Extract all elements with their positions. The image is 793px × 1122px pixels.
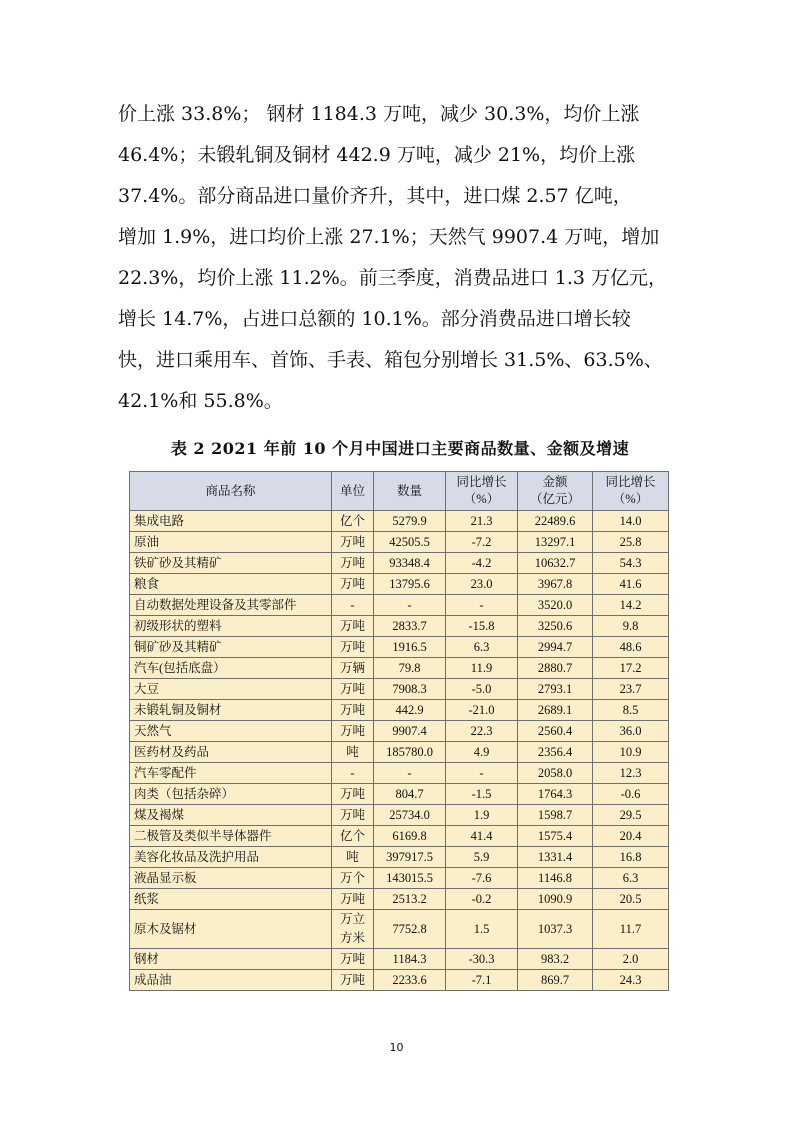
- paragraph-line: 快，进口乘用车、首饰、手表、箱包分别增长 31.5%、63.5%、: [118, 349, 663, 371]
- cell-unit: 万吨: [332, 889, 374, 910]
- page-number: 10: [389, 1041, 404, 1054]
- cell-amount-growth: 10.9: [593, 742, 669, 763]
- cell-amount: 1037.3: [518, 910, 593, 949]
- cell-amount-growth: 24.3: [593, 970, 669, 991]
- cell-amount: 13297.1: [518, 532, 593, 553]
- import-commodities-table: [129, 471, 669, 991]
- cell-amount-growth: 6.3: [593, 868, 669, 889]
- cell-amount-growth: 29.5: [593, 805, 669, 826]
- cell-amount: 1598.7: [518, 805, 593, 826]
- cell-name: 肉类（包括杂碎）: [130, 784, 332, 805]
- cell-amount: 1146.8: [518, 868, 593, 889]
- cell-quantity-growth: -15.8: [446, 616, 518, 637]
- cell-unit: 亿个: [332, 511, 374, 532]
- cell-name: 汽车(包括底盘）: [130, 658, 332, 679]
- cell-unit: 万吨: [332, 784, 374, 805]
- table-row: [130, 784, 669, 805]
- cell-amount: 869.7: [518, 970, 593, 991]
- table-row: [130, 658, 669, 679]
- cell-name: 大豆: [130, 679, 332, 700]
- cell-quantity: 2833.7: [374, 616, 446, 637]
- cell-name: 铜矿砂及其精矿: [130, 637, 332, 658]
- cell-unit: 万个: [332, 868, 374, 889]
- cell-amount-growth: 23.7: [593, 679, 669, 700]
- cell-amount-growth: 14.2: [593, 595, 669, 616]
- cell-unit: 万吨: [332, 574, 374, 595]
- table-row: [130, 637, 669, 658]
- cell-quantity-growth: -0.2: [446, 889, 518, 910]
- cell-amount-growth: 54.3: [593, 553, 669, 574]
- cell-name: 二极管及类似半导体器件: [130, 826, 332, 847]
- cell-amount: 10632.7: [518, 553, 593, 574]
- cell-amount-growth: 20.5: [593, 889, 669, 910]
- cell-unit: 万吨: [332, 532, 374, 553]
- cell-unit: 万吨: [332, 970, 374, 991]
- cell-unit: 万吨: [332, 805, 374, 826]
- cell-quantity-growth: 41.4: [446, 826, 518, 847]
- cell-quantity-growth: 5.9: [446, 847, 518, 868]
- table-row: [130, 949, 669, 970]
- cell-quantity: 1916.5: [374, 637, 446, 658]
- cell-name: 集成电路: [130, 511, 332, 532]
- cell-amount: 1575.4: [518, 826, 593, 847]
- cell-amount-growth: 20.4: [593, 826, 669, 847]
- cell-quantity: 93348.4: [374, 553, 446, 574]
- cell-quantity-growth: -5.0: [446, 679, 518, 700]
- cell-amount-growth: 14.0: [593, 511, 669, 532]
- paragraph-line: 42.1%和 55.8%。: [118, 390, 283, 412]
- cell-amount-growth: 41.6: [593, 574, 669, 595]
- cell-amount: 2560.4: [518, 721, 593, 742]
- cell-amount: 3967.8: [518, 574, 593, 595]
- cell-quantity-growth: 21.3: [446, 511, 518, 532]
- cell-name: 液晶显示板: [130, 868, 332, 889]
- table-row: [130, 616, 669, 637]
- cell-quantity-growth: -1.5: [446, 784, 518, 805]
- cell-amount: 2689.1: [518, 700, 593, 721]
- cell-amount: 1331.4: [518, 847, 593, 868]
- cell-quantity: 1184.3: [374, 949, 446, 970]
- cell-quantity: 397917.5: [374, 847, 446, 868]
- cell-name: 钢材: [130, 949, 332, 970]
- table-row: [130, 721, 669, 742]
- table-row: [130, 742, 669, 763]
- table-header-row: [130, 472, 669, 511]
- cell-unit: 万吨: [332, 721, 374, 742]
- cell-name: 医药材及药品: [130, 742, 332, 763]
- table-row: [130, 763, 669, 784]
- table-row: [130, 847, 669, 868]
- cell-unit: 万辆: [332, 658, 374, 679]
- cell-unit: 吨: [332, 847, 374, 868]
- cell-amount: 2880.7: [518, 658, 593, 679]
- cell-quantity: 2513.2: [374, 889, 446, 910]
- header-name: 商品名称: [130, 472, 332, 511]
- cell-quantity-growth: 11.9: [446, 658, 518, 679]
- cell-name: 自动数据处理设备及其零部件: [130, 595, 332, 616]
- cell-quantity: 804.7: [374, 784, 446, 805]
- paragraph-line: 增长 14.7%，占进口总额的 10.1%。部分消费品进口增长较: [118, 308, 631, 330]
- cell-quantity-growth: 6.3: [446, 637, 518, 658]
- cell-quantity-growth: -30.3: [446, 949, 518, 970]
- table-row: [130, 889, 669, 910]
- cell-name: 原木及锯材: [130, 910, 332, 949]
- cell-quantity-growth: 1.5: [446, 910, 518, 949]
- cell-unit: -: [332, 763, 374, 784]
- cell-quantity-growth: 1.9: [446, 805, 518, 826]
- cell-quantity: -: [374, 763, 446, 784]
- cell-quantity: 185780.0: [374, 742, 446, 763]
- cell-unit: 吨: [332, 742, 374, 763]
- cell-name: 成品油: [130, 970, 332, 991]
- cell-name: 粮食: [130, 574, 332, 595]
- cell-unit: 万吨: [332, 553, 374, 574]
- cell-name: 煤及褐煤: [130, 805, 332, 826]
- cell-amount-growth: 2.0: [593, 949, 669, 970]
- cell-amount: 3250.6: [518, 616, 593, 637]
- paragraph-line: 22.3%，均价上涨 11.2%。前三季度，消费品进口 1.3 万亿元，: [118, 267, 668, 289]
- table-row: [130, 868, 669, 889]
- table-row: [130, 970, 669, 991]
- cell-quantity: 42505.5: [374, 532, 446, 553]
- cell-amount-growth: 25.8: [593, 532, 669, 553]
- cell-amount: 983.2: [518, 949, 593, 970]
- header-quantity-growth-line1: 同比增长: [456, 475, 507, 489]
- header-quantity: 数量: [374, 472, 446, 511]
- cell-quantity: 79.8: [374, 658, 446, 679]
- header-quantity-growth: [446, 472, 518, 511]
- header-quantity-growth-line2: （%）: [463, 492, 500, 506]
- cell-amount-growth: 8.5: [593, 700, 669, 721]
- table-row: [130, 679, 669, 700]
- paragraph-line: 增加 1.9%，进口均价上涨 27.1%；天然气 9907.4 万吨，增加: [118, 226, 660, 248]
- cell-quantity: 143015.5: [374, 868, 446, 889]
- cell-quantity-growth: -7.2: [446, 532, 518, 553]
- cell-unit: [332, 910, 374, 949]
- cell-amount: 2356.4: [518, 742, 593, 763]
- header-amount-growth: [593, 472, 669, 511]
- cell-amount: 22489.6: [518, 511, 593, 532]
- cell-unit: 万吨: [332, 616, 374, 637]
- cell-quantity: 7752.8: [374, 910, 446, 949]
- cell-amount-growth: 16.8: [593, 847, 669, 868]
- cell-amount-growth: -0.6: [593, 784, 669, 805]
- cell-quantity: 9907.4: [374, 721, 446, 742]
- cell-quantity-growth: -7.6: [446, 868, 518, 889]
- cell-amount-growth: 48.6: [593, 637, 669, 658]
- table-row: [130, 595, 669, 616]
- cell-amount-growth: 36.0: [593, 721, 669, 742]
- cell-unit-line2: 方米: [339, 931, 365, 945]
- cell-quantity-growth: 22.3: [446, 721, 518, 742]
- cell-quantity-growth: -: [446, 763, 518, 784]
- header-amount-line1: 金额: [542, 475, 568, 489]
- table-row: [130, 805, 669, 826]
- table-row: [130, 532, 669, 553]
- cell-name: 美容化妆品及洗护用品: [130, 847, 332, 868]
- cell-quantity: 442.9: [374, 700, 446, 721]
- cell-amount: 2994.7: [518, 637, 593, 658]
- cell-unit: -: [332, 595, 374, 616]
- cell-amount-growth: 11.7: [593, 910, 669, 949]
- cell-quantity-growth: -: [446, 595, 518, 616]
- cell-quantity: 25734.0: [374, 805, 446, 826]
- cell-amount: 2058.0: [518, 763, 593, 784]
- cell-amount: 2793.1: [518, 679, 593, 700]
- cell-quantity: 2233.6: [374, 970, 446, 991]
- header-amount-growth-line1: 同比增长: [605, 475, 656, 489]
- cell-amount-growth: 12.3: [593, 763, 669, 784]
- cell-name: 未锻轧铜及铜材: [130, 700, 332, 721]
- cell-unit: 万吨: [332, 637, 374, 658]
- cell-amount: 1090.9: [518, 889, 593, 910]
- header-amount-line2: （亿元）: [529, 492, 580, 506]
- cell-amount-growth: 9.8: [593, 616, 669, 637]
- cell-amount-growth: 17.2: [593, 658, 669, 679]
- cell-quantity: 6169.8: [374, 826, 446, 847]
- cell-unit: 万吨: [332, 700, 374, 721]
- cell-name: 铁矿砂及其精矿: [130, 553, 332, 574]
- paragraph-line: 46.4%；未锻轧铜及铜材 442.9 万吨，减少 21%，均价上涨: [118, 144, 636, 166]
- cell-name: 纸浆: [130, 889, 332, 910]
- cell-unit: 万吨: [332, 949, 374, 970]
- cell-unit: 万吨: [332, 679, 374, 700]
- paragraph-line: 价上涨 33.8%； 钢材 1184.3 万吨，减少 30.3%，均价上涨: [118, 103, 640, 125]
- cell-quantity-growth: -7.1: [446, 970, 518, 991]
- cell-amount: 3520.0: [518, 595, 593, 616]
- cell-name: 原油: [130, 532, 332, 553]
- cell-name: 初级形状的塑料: [130, 616, 332, 637]
- table-row: [130, 574, 669, 595]
- cell-quantity-growth: -21.0: [446, 700, 518, 721]
- table-row: [130, 700, 669, 721]
- cell-amount: 1764.3: [518, 784, 593, 805]
- header-amount-growth-line2: （%）: [612, 492, 649, 506]
- cell-quantity: -: [374, 595, 446, 616]
- cell-unit: 亿个: [332, 826, 374, 847]
- cell-unit-line1: 万立: [339, 912, 365, 926]
- cell-name: 天然气: [130, 721, 332, 742]
- cell-quantity-growth: 23.0: [446, 574, 518, 595]
- cell-quantity-growth: -4.2: [446, 553, 518, 574]
- cell-name: 汽车零配件: [130, 763, 332, 784]
- table-caption: 表 2 2021 年前 10 个月中国进口主要商品数量、金额及增速: [170, 439, 630, 458]
- header-amount: [518, 472, 593, 511]
- header-unit: 单位: [332, 472, 374, 511]
- table-row: [130, 511, 669, 532]
- table-row: [130, 553, 669, 574]
- cell-quantity: 13795.6: [374, 574, 446, 595]
- table-row: [130, 826, 669, 847]
- cell-quantity-growth: 4.9: [446, 742, 518, 763]
- table-row: [130, 910, 669, 949]
- cell-quantity: 5279.9: [374, 511, 446, 532]
- cell-quantity: 7908.3: [374, 679, 446, 700]
- paragraph-line: 37.4%。部分商品进口量价齐升，其中，进口煤 2.57 亿吨，: [118, 185, 632, 207]
- body-paragraph: [118, 94, 678, 422]
